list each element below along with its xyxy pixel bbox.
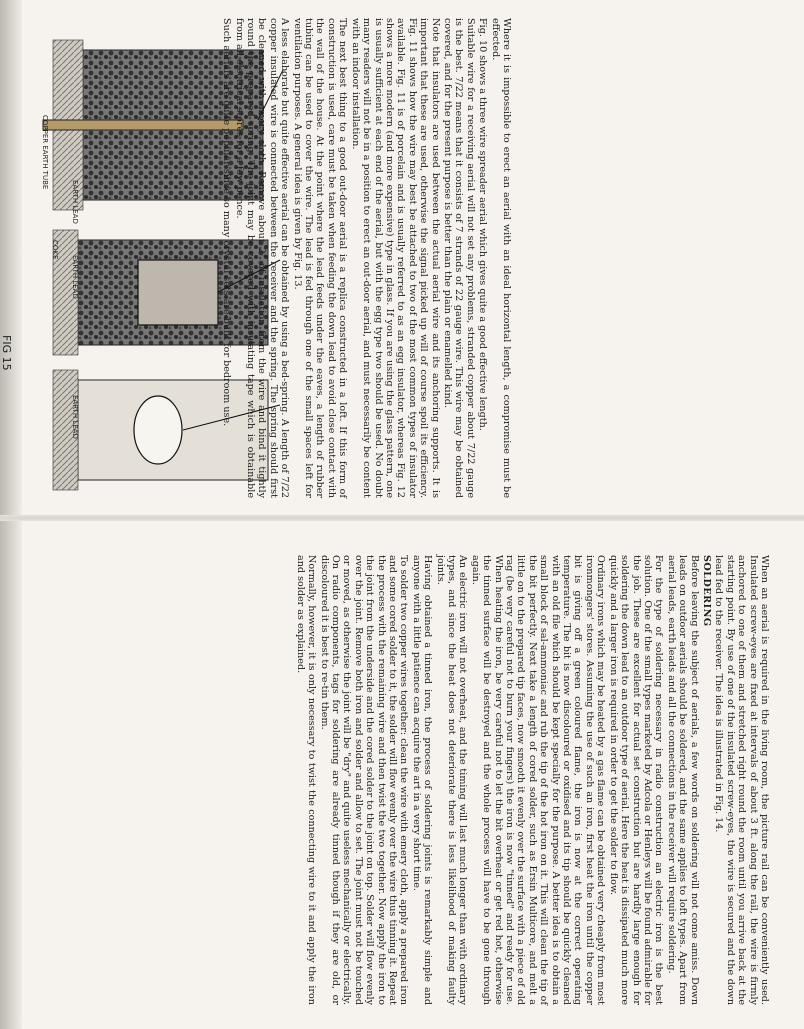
label-earth-lead-1: EARTH LEAD <box>71 180 79 224</box>
paragraph: Suitable wire for a receiving aerial will not set any problems, stranded copper about 7/22 gauge is the best. 7/22 means that it consists of 7 strands of 22 gauge wire. This wire may be obtained covered, and for the present purpose is better than the plain or enamelled kind. <box>441 18 476 498</box>
paragraph: Note that insulators are used between the actual aerial wire and its anchoring supports. It is important that these are used, otherwise the signal picked up will of course spoil its efficiency. Fig. 11 shows how the wire may best be attached to two of the most common types of insulator available. Fig. 11 is of porcelain and is usually referred to as an egg insulator, whereas Fig. 12 shows a more modern (and more expensive) type in glass. If you are using the glass pattern, one is usually sufficient at each end of the aerial, but with the egg type two should be used. No doubt many readers will not be in a position to erect an out-door aerial, and must necessarily be content with an indoor installation. <box>349 18 441 498</box>
bottom-page <box>0 521 804 1029</box>
paragraph: An electric iron will not overheat, and the timing will last much longer than with ordinary types, and since the heat does not deteriorate there is less likelihood of making faulty joints. <box>434 555 469 1005</box>
label-copper-earth-tube: COPPER EARTH TUBE <box>41 115 49 190</box>
paragraph: Before leaving the subject of aerials, a few words on soldering will not come amiss. Down leads on outdoor aerials should be soldered, and the same applies to loft types. Apart from aerial leads, earth leads and all the connections in the receiver will require soldering. <box>665 555 700 1005</box>
top-page-text <box>42 18 512 498</box>
paragraph: For the type of soldering necessary in radio construction an electric iron is the best solution. One of the small types marketed by Adcola or Henleys will be found admirable for the job. These are excellent for actual set construction but are hardly large enough for soldering the down lead to an outdoor type of aerial. Here the heat is dissipated much more quickly and a larger iron is required in order to get the solder to flow. <box>607 555 665 1005</box>
paragraph: Normally, however, it is only necessary to twist the connecting wire to it and apply the iron and solder as explained. <box>294 555 318 1005</box>
paragraph: Having obtained a tinned iron, the process of soldering joints is remarkably simple and anyone with a little patience can acquire the art in a very short time. <box>410 555 434 1005</box>
figure-caption: FIG 15 <box>0 335 13 371</box>
section-heading: SOLDERING <box>700 555 712 627</box>
paragraph: Ordinary irons which may be heated by a gas flame can be obtained very cheaply from most ironmongers' stores. Assuming the use of such an iron, first heat the iron until the copper bit is giving off a green coloured flame, the iron is now at the correct operating temperature. The bit is now discoloured or oxidised and its tip should be quickly cleaned with an old file which should be kept specially for the purpose. A better idea is to obtain a small block of sal-ammoniac and rub the tip of the hot iron on it. This will clean the tip of the bit perfectly. Next take a length of cored solder, such as Ersin Multicore, and melt a little on to the prepared tip faces, now smooth it evenly over the surface with a piece of old rag (be very careful not to burn your fingers) the iron is now "tinned" and ready for use. When heating the iron, be very careful not to let the bit overheat or get red hot, otherwise the tinned surface will be destroyed and the whole process will have to be gone through again. <box>469 555 607 1005</box>
label-earth-lead-2: EARTH LEAD <box>71 255 79 299</box>
intro-paragraph: When an aerial is required in the living room, the picture rail can be conveniently used. Insulated screw-eyes are fixed at intervals of about 3 ft. along the rail, the wire is firmly anchored to one of them and stretched right round the room until you arrive back at the starting point. By use of one of the insulated screw-eyes, the wire is secured and the down lead fed to the receiver. The idea is illustrated in Fig. 14. <box>713 555 770 1005</box>
paragraph: Such aerials are quite popular since so many crystal sets are built for bedroom use. <box>221 18 233 427</box>
paragraph: The next best thing to a good out-door aerial is a replica constructed in a loft. If this form of construction is used, care must be taken when feeding the down lead to avoid close contact with the wall of the house. At the point where the lead feeds under the eaves, a length of rubber tubing can be used to cover the wire. The lead is fed through one of the small spaces left for ventilation purposes. A general idea is given by Fig. 13. <box>291 18 349 498</box>
paragraph: Where it is impossible to erect an aerial with an ideal horizontal length, a compromise must be effected. <box>489 18 512 498</box>
paragraph: A less elaborate but quite effective aerial can be obtained by using a bed-spring. A length of 7/22 copper insulated wire is connected between the receiver and the spring. The spring should first be cleaned with emery cloth. Remove about 2" of insulation from the wire and bind it tightly round the prepared spring. The joint may be covered with insulating tape which is obtainable from all electrical stores for a few pence. <box>233 18 291 498</box>
paragraph: Fig. 10 shows a three wire spreader aerial which gives quite a good effective length. <box>477 18 489 431</box>
paragraph: To solder two copper wires together: clean the wire with emery cloth, apply a prepared iron and some cored solder to it, the solder will flow evenly over the wire thus tinning it. Repeat the process with the remaining wire and then twist the two together. Now apply the iron to the joint from the underside and the cored solder to the joint on top. Solder will flow evenly over the joint. Remove both iron and solder and allow to set. The joint must not be touched or moved, as otherwise the joint will be "dry" and quite useless mechanically or electrically. On radio components, tags for soldering are already tinned though if they are old, or discoloured it is best to re-tin them. <box>318 555 410 1005</box>
label-earth-lead-3: EARTH LEAD <box>71 395 79 439</box>
bottom-page-text <box>215 555 770 1005</box>
label-coke-2: COKE <box>51 240 59 260</box>
